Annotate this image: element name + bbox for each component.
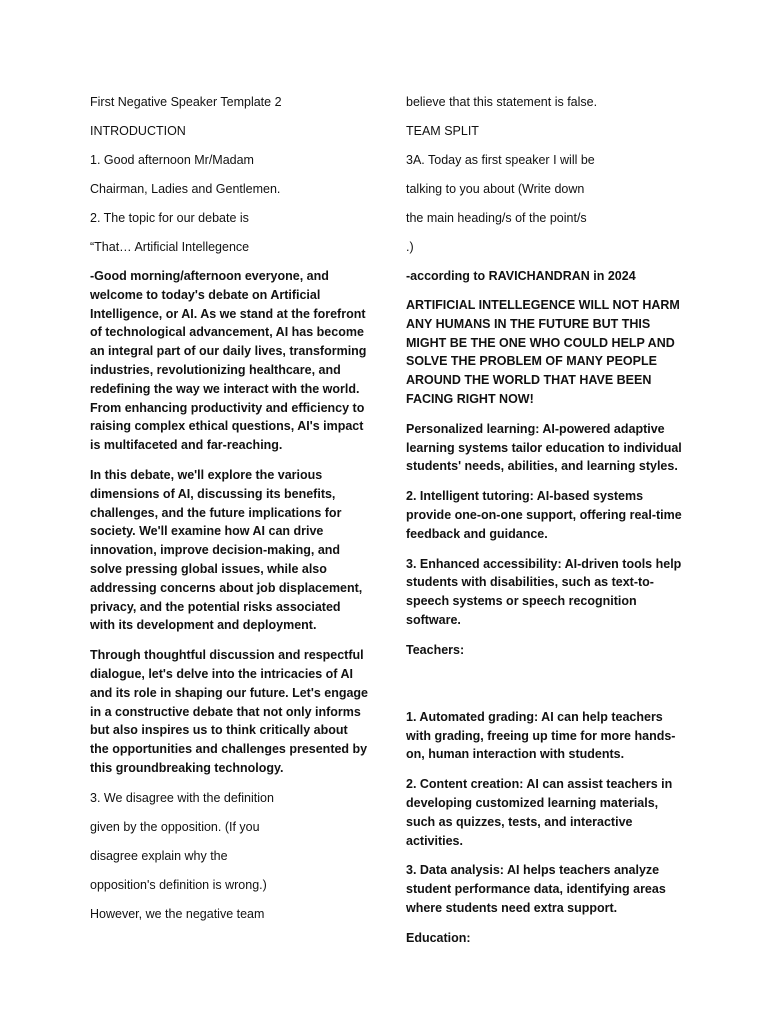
split-line-4: .) xyxy=(406,240,414,254)
intro-paragraph-2: In this debate, we'll explore the various dimensions of AI, discussing its benefits, challenges, and the future implications for society. We'll examine how AI can drive innovation, improve decision-making, and solve pressing global issues, while also addressing concerns about job displacement, privacy, and the potential risks associated with its development and deployment. xyxy=(90,467,363,633)
student-point-3: 3. Enhanced accessibility: AI-driven tools help students with disabilities, such as text-to-speech systems or speech recognition software. xyxy=(406,556,682,627)
topic-line-1: 2. The topic for our debate is xyxy=(90,211,249,225)
teachers-heading: Teachers: xyxy=(406,642,465,657)
believe-line: believe that this statement is false. xyxy=(406,95,598,109)
right-column xyxy=(406,93,684,958)
document-title: First Negative Speaker Template 2 xyxy=(90,95,282,109)
disagree-line-4: opposition's definition is wrong.) xyxy=(90,877,267,892)
intro-paragraph-1: -Good morning/afternoon everyone, and welcome to today's debate on Artificial Intelligence, or AI. As we stand at the forefront of technological advancement, AI has become an integral part of our daily lives, transforming industries, revolutionizing healthcare, and redefining the way we interact with the world. From enhancing productivity and efficiency to raising complex ethical questions, AI's impact is multifaceted and far-reaching. xyxy=(90,269,367,453)
disagree-line-5: However, we the negative team xyxy=(90,906,265,921)
topic-line-2: “That… Artificial Intellegence xyxy=(90,240,250,254)
split-line-3: the main heading/s of the point/s xyxy=(406,211,587,225)
education-heading: Education: xyxy=(406,930,471,945)
split-line-1: 3A. Today as first speaker I will be xyxy=(406,153,595,167)
student-point-1: Personalized learning: AI-powered adaptive learning systems tailor education to individual students' needs, abilities, and learning styles. xyxy=(406,421,682,474)
claim-paragraph: ARTIFICIAL INTELLEGENCE WILL NOT HARM ANY HUMANS IN THE FUTURE BUT THIS MIGHT BE THE ONE WHO COULD HELP AND SOLVE THE PROBLEM OF MANY PEOPLE AROUND THE WORLD THAT HAVE BEEN FACING RIGHT NOW! xyxy=(406,298,680,406)
split-line-2: talking to you about (Write down xyxy=(406,182,585,196)
according-line: -according to RAVICHANDRAN in 2024 xyxy=(406,269,636,283)
disagree-line-2: given by the opposition. (If you xyxy=(90,819,260,834)
section-heading-introduction: INTRODUCTION xyxy=(90,124,186,138)
blank-spacer xyxy=(406,670,684,708)
disagree-line-1: 3. We disagree with the definition xyxy=(90,790,274,805)
greeting-line-2: Chairman, Ladies and Gentlemen. xyxy=(90,182,281,196)
teacher-point-3: 3. Data analysis: AI helps teachers analyze student performance data, identifying areas where students need extra support. xyxy=(406,863,666,915)
greeting-line-1: 1. Good afternoon Mr/Madam xyxy=(90,153,254,167)
teacher-point-2: 2. Content creation: AI can assist teachers in developing customized learning materials, such as quizzes, tests, and interactive activities. xyxy=(406,777,673,848)
student-point-2: 2. Intelligent tutoring: AI-based systems provide one-on-one support, offering real-time feedback and guidance. xyxy=(406,489,682,541)
left-column xyxy=(90,93,368,934)
intro-paragraph-3: Through thoughtful discussion and respectful dialogue, let's delve into the intricacies of AI and its role in shaping our future. Let's engage in a constructive debate that not only informs but also inspires us to think critically about the opportunities and challenges presented by this groundbreaking technology. xyxy=(90,648,369,775)
section-heading-team-split: TEAM SPLIT xyxy=(406,124,479,138)
disagree-line-3: disagree explain why the xyxy=(90,848,228,863)
teacher-point-1: 1. Automated grading: AI can help teachers with grading, freeing up time for more hands-on, human interaction with students. xyxy=(406,709,676,762)
